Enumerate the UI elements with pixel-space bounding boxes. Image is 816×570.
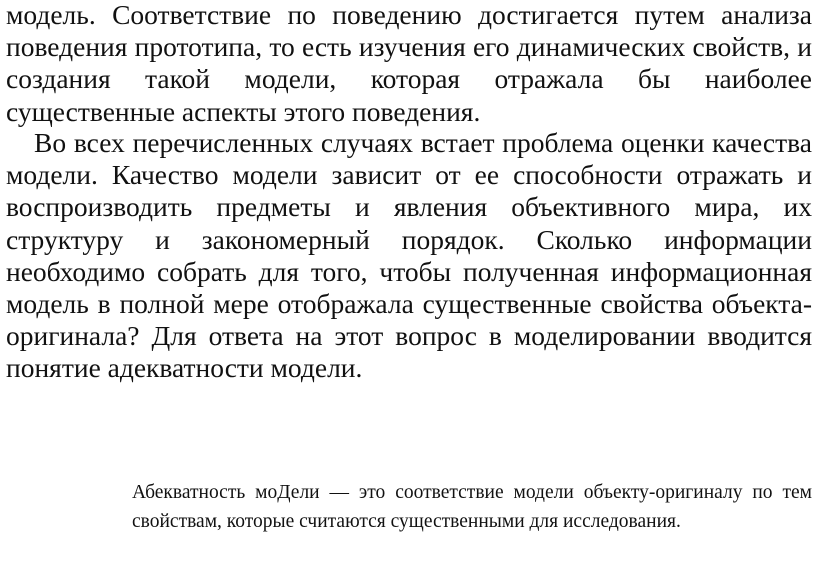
paragraph-model-quality: Во всех перечисленных случаях встает проблема оценки качества модели. Качество модели зависит от ее способности отражать и воспроизводить предметы и явления объективного мира, их структуру и закономерный порядок. Сколько информации необходимо собрать для того, чтобы полученная информационная модель в полной мере отображала существенные свойства объекта-оригинала? Для ответа на этот вопрос в моделировании вводится понятие адекватности модели. — [6, 127, 812, 384]
paragraph-continuation: модель. Соответствие по поведению достигается путем анализа поведения прототипа, то есть изучения его динамических свойств, и создания такой модели, которая отражала бы наиболее существенные аспекты этого поведения. — [6, 0, 812, 127]
definition-block: Абекватность моДели — это соответствие модели объекту-оригиналу по тем свойствам, которые считаются существенными для исследования. — [132, 482, 812, 532]
